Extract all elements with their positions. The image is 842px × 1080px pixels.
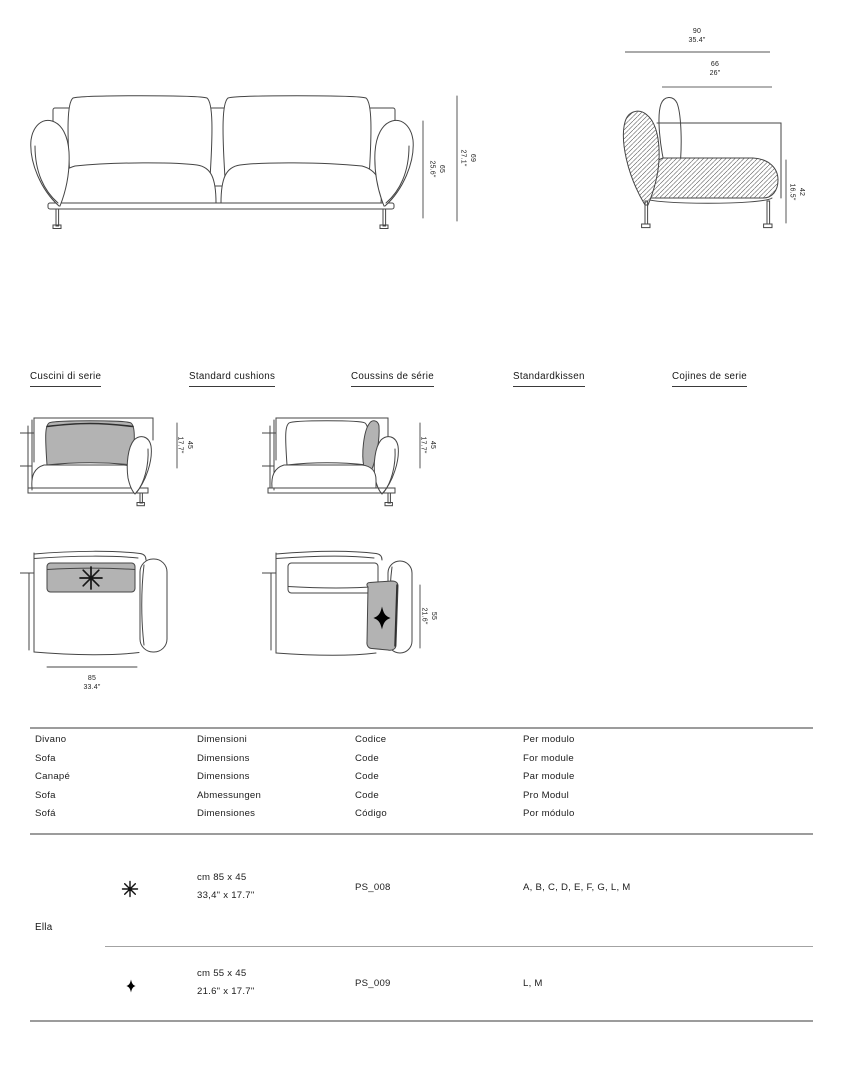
th-dimensions-en: Dimensions — [197, 753, 250, 764]
th-code-fr: Code — [355, 771, 379, 782]
section-header-en: Standard cushions — [189, 371, 275, 387]
th-product-es: Sofá — [35, 808, 56, 819]
dim-side-cushion-width-inch: 21.6" — [420, 607, 428, 625]
th-module-it: Per modulo — [523, 734, 575, 745]
dim-back-height-inch: 25.6" — [428, 160, 436, 178]
base-rail-profile — [643, 198, 772, 203]
row1-size-in: 33,4" x 17.7" — [197, 890, 255, 901]
seat-cushion-left — [56, 163, 216, 203]
dim-seat-height-inch: 16.5" — [788, 183, 796, 201]
th-product-en: Sofa — [35, 753, 56, 764]
highlighted-back-cushion — [46, 421, 135, 465]
th-module-en: For module — [523, 753, 575, 764]
eight-spoked-asterisk-icon — [121, 880, 139, 898]
th-module-es: Por módulo — [523, 808, 575, 819]
section-header-it: Cuscini di serie — [30, 371, 101, 387]
section-header-es: Cojines de serie — [672, 371, 747, 387]
sofa-side-view-drawing — [615, 22, 835, 234]
dim-back-cushion-width-cm: 85 — [87, 675, 97, 682]
eight-spoked-asterisk-icon — [80, 567, 102, 589]
th-code-it: Codice — [355, 734, 387, 745]
th-module-de: Pro Modul — [523, 790, 569, 801]
dim-side-cushion-height-cm: 45 — [429, 440, 436, 450]
sofa-front-view-drawing — [25, 90, 495, 235]
row1-size-cm: cm 85 x 45 — [197, 872, 247, 883]
armrest-right — [375, 120, 413, 206]
th-code-en: Code — [355, 753, 379, 764]
dim-back-cushion-height-cm: 45 — [186, 440, 193, 450]
row2-modules: L, M — [523, 978, 543, 989]
dim-total-height-inch: 27.1" — [459, 149, 467, 167]
row2-size-in: 21.6" x 17.7" — [197, 986, 255, 997]
dim-total-depth-inch: 35.4" — [688, 37, 706, 44]
dim-seat-height-cm: 42 — [798, 187, 805, 197]
th-code-es: Código — [355, 808, 387, 819]
table-header-bottom-rule — [30, 833, 813, 835]
th-code-de: Code — [355, 790, 379, 801]
row2-dimensions — [197, 965, 255, 1001]
dim-total-height-cm: 69 — [469, 153, 476, 163]
row2-size-cm: cm 55 x 45 — [197, 968, 247, 979]
th-product-de: Sofa — [35, 790, 56, 801]
table-mid-rule — [105, 946, 813, 947]
th-dimensions-it: Dimensioni — [197, 734, 247, 745]
four-pointed-star-icon — [124, 976, 138, 996]
th-product-fr: Canapé — [35, 771, 71, 782]
dim-side-cushion-width-cm: 55 — [430, 611, 437, 621]
section-header-de: Standardkissen — [513, 371, 585, 387]
armrest-left — [31, 120, 69, 206]
side-cushion-plan-diagram — [262, 545, 447, 697]
section-header-fr: Coussins de série — [351, 371, 434, 387]
dim-back-cushion-width-inch: 33.4" — [83, 684, 101, 691]
armrest-plan — [140, 559, 167, 652]
row1-modules: A, B, C, D, E, F, G, L, M — [523, 882, 631, 893]
dim-back-cushion-height-inch: 17.7" — [176, 436, 184, 454]
seat-cushion-profile — [648, 158, 778, 198]
base-rail — [48, 203, 394, 209]
th-dimensions-es: Dimensiones — [197, 808, 256, 819]
seat-cushion-right — [221, 163, 381, 203]
dim-seat-depth-inch: 26" — [709, 70, 721, 77]
th-dimensions-de: Abmessungen — [197, 790, 262, 801]
table-top-rule — [30, 727, 813, 729]
dim-back-height-cm: 65 — [438, 164, 445, 174]
back-cushion-plan — [288, 563, 378, 593]
row2-code: PS_009 — [355, 978, 391, 989]
dim-side-cushion-height-inch: 17.7" — [419, 436, 427, 454]
table-bottom-rule — [30, 1020, 813, 1022]
row1-dimensions — [197, 869, 255, 905]
product-name: Ella — [35, 922, 53, 933]
row1-code: PS_008 — [355, 882, 391, 893]
back-cushion-plan-diagram — [20, 545, 195, 697]
th-product-it: Divano — [35, 734, 67, 745]
dim-total-depth-cm: 90 — [692, 28, 702, 35]
side-cushion-elevation-diagram — [262, 402, 447, 510]
th-dimensions-fr: Dimensions — [197, 771, 250, 782]
dim-seat-depth-cm: 66 — [710, 61, 720, 68]
back-cushion-elevation-diagram — [20, 402, 215, 510]
th-module-fr: Par module — [523, 771, 575, 782]
